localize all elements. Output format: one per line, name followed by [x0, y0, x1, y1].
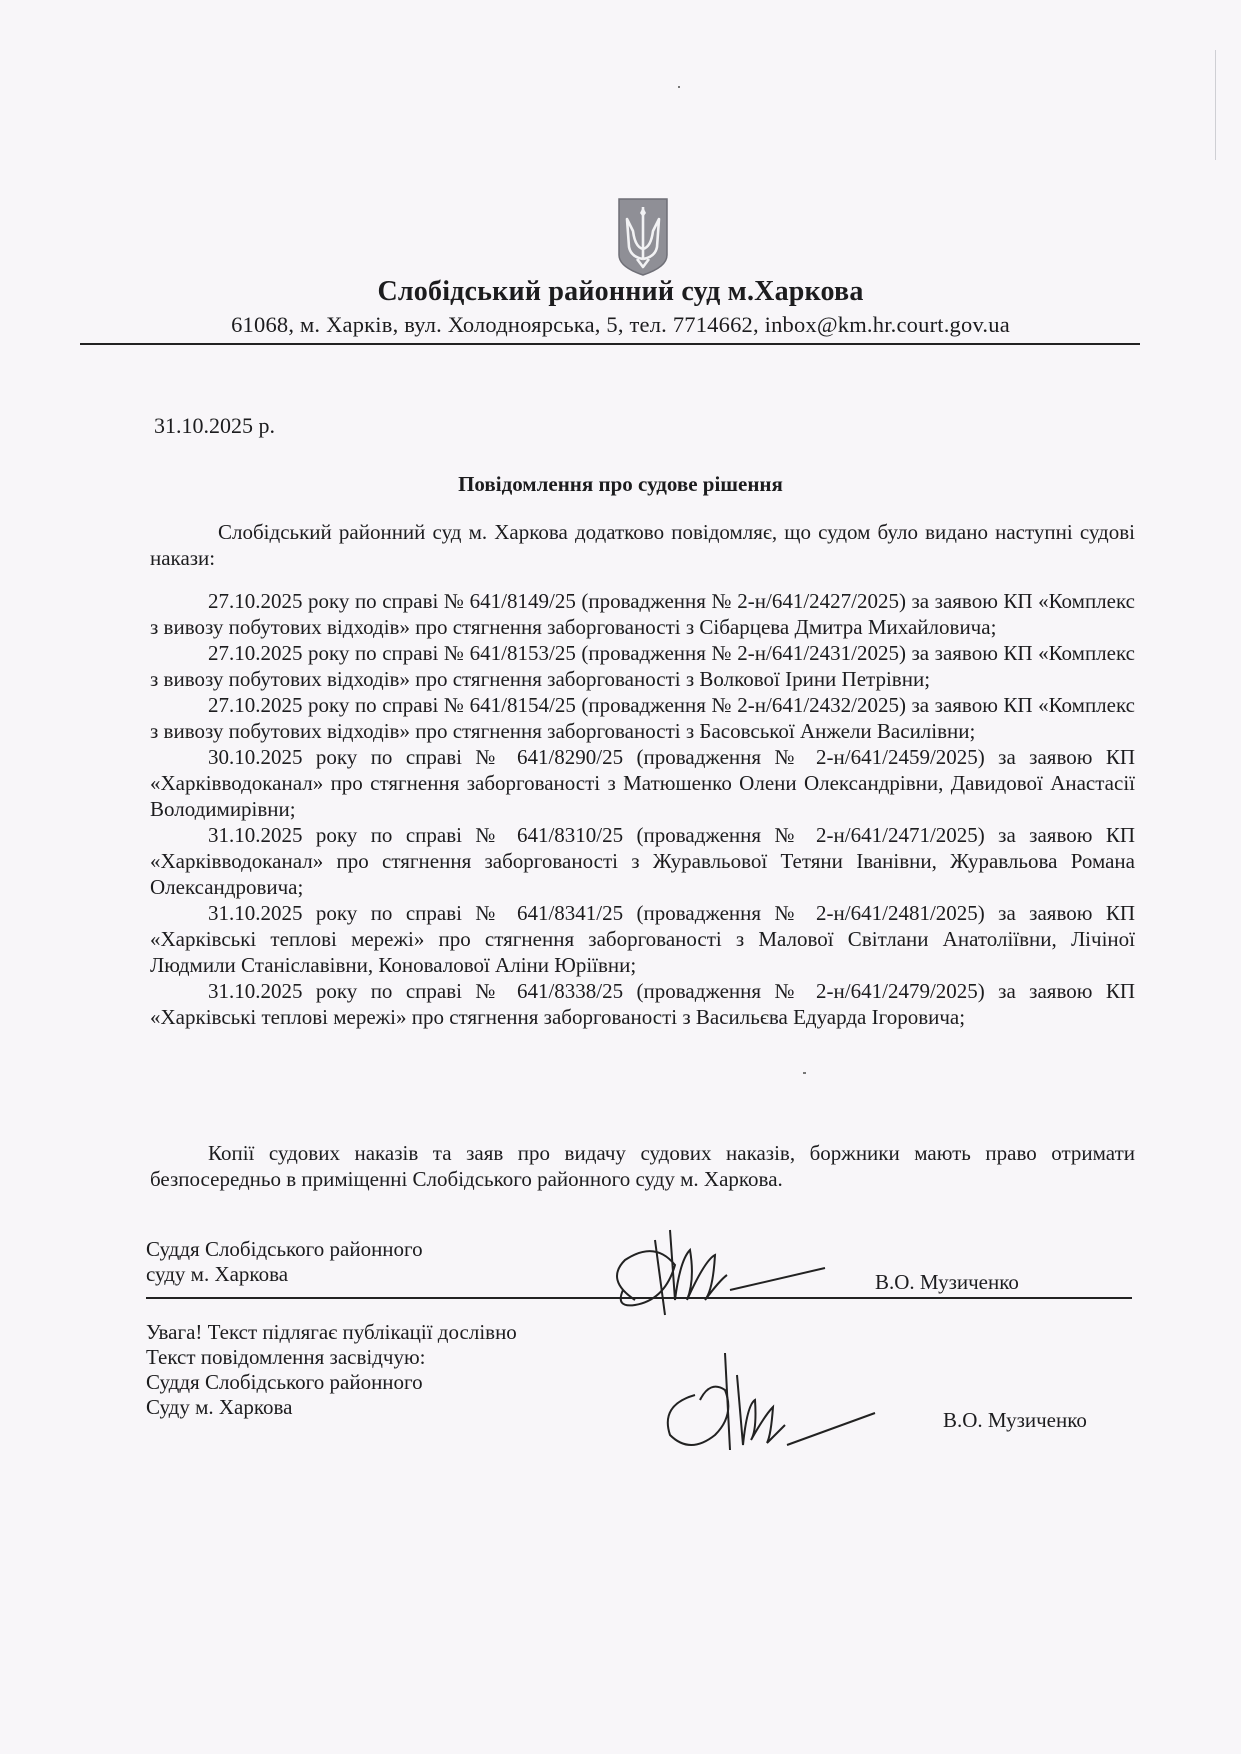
publication-note: Увага! Текст підлягає публікації дослівно [146, 1320, 517, 1344]
signature-title-line: суду м. Харкова [146, 1262, 289, 1286]
document-date: 31.10.2025 р. [154, 413, 275, 438]
list-item: 31.10.2025 року по справі № 641/8338/25 (провадження № 2-н/641/2479/2025) за заявою КП «Харківські теплові мережі» про стягнення заборгованості з Васильєва Едуарда Ігоровича; [150, 979, 1135, 1029]
list-item: 31.10.2025 року по справі № 641/8310/25 (провадження № 2-н/641/2471/2025) за заявою КП «Харківводоканал» про стягнення заборгованості з Журавльової Тетяни Іванівни, Журавльова Романа Олександровича; [150, 823, 1135, 899]
signature-title-line: Суддя Слобідського районного [146, 1370, 423, 1394]
trident-icon [617, 197, 669, 277]
scan-edge-line [1215, 50, 1216, 160]
court-address: 61068, м. Харків, вул. Холодноярська, 5, тел. 7714662, inbox@km.hr.court.gov.ua [231, 312, 1010, 337]
signature-title-line: Суддя Слобідського районного [146, 1237, 423, 1261]
list-item: 27.10.2025 року по справі № 641/8149/25 (провадження № 2-н/641/2427/2025) за заявою КП «Комплекс з вивозу побутових відходів» про стягнення заборгованості з Сібарцева Дмитра Михайловича; [150, 589, 1135, 639]
scan-speck [678, 86, 680, 88]
certification-line: Текст повідомлення засвідчую: [146, 1345, 426, 1369]
document-title: Повідомлення про судове рішення [458, 472, 783, 496]
list-item: 30.10.2025 року по справі № 641/8290/25 (провадження № 2-н/641/2459/2025) за заявою КП «Харківводоканал» про стягнення заборгованості з Матюшенко Олени Олександрівни, Давидової Анастасії Володимирівни; [150, 745, 1135, 821]
signatory-name: В.О. Музиченко [943, 1408, 1087, 1432]
signature-divider [146, 1297, 1132, 1299]
orders-list [150, 588, 1135, 1030]
court-name: Слобідський районний суд м.Харкова [377, 276, 864, 307]
signature-block-judge [146, 1237, 423, 1287]
signature-title-line: Суду м. Харкова [146, 1395, 293, 1419]
signatory-name: В.О. Музиченко [875, 1270, 1019, 1294]
closing-paragraph: Копії судових наказів та заяв про видачу судових наказів, боржники мають право отримати безпосередньо в приміщенні Слобідського районного суду м. Харкова. [150, 1141, 1135, 1191]
list-item: 31.10.2025 року по справі № 641/8341/25 (провадження № 2-н/641/2481/2025) за заявою КП «Харківські теплові мережі» про стягнення заборгованості з Малової Світлани Анатоліївни, Лічіної Людмили Станіславівни, Коновалової Аліни Юріївни; [150, 901, 1135, 977]
handwritten-signature [655, 1345, 880, 1460]
list-item: 27.10.2025 року по справі № 641/8154/25 (провадження № 2-н/641/2432/2025) за заявою КП «Комплекс з вивозу побутових відходів» про стягнення заборгованості з Басовської Анжели Василівни; [150, 693, 1135, 743]
header-divider [80, 343, 1140, 345]
list-item: 27.10.2025 року по справі № 641/8153/25 (провадження № 2-н/641/2431/2025) за заявою КП «Комплекс з вивозу побутових відходів» про стягнення заборгованості з Волкової Ірини Петрівни; [150, 641, 1135, 691]
handwritten-signature [595, 1220, 835, 1330]
scan-speck [803, 1072, 806, 1074]
intro-paragraph: Слобідський районний суд м. Харкова додатково повідомляє, що судом було видано наступні судові накази: [150, 520, 1135, 570]
signature-block-certification [146, 1320, 517, 1420]
